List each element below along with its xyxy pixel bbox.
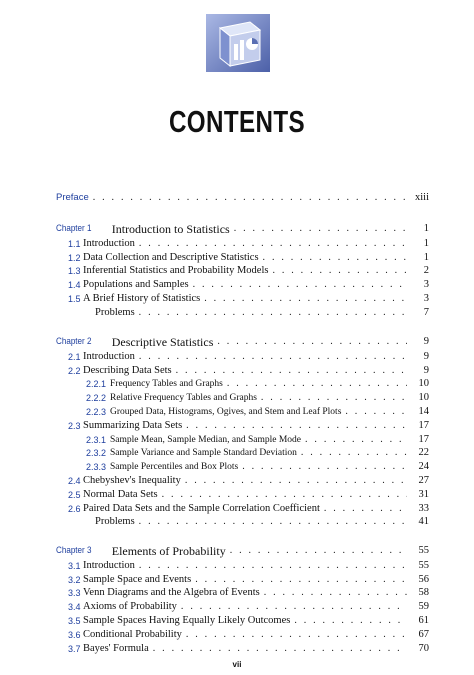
page-number-ref: 10 bbox=[418, 378, 429, 390]
toc-section-entry[interactable] bbox=[68, 349, 429, 363]
problems-title: Problems bbox=[95, 306, 135, 318]
page-number-ref: 41 bbox=[418, 516, 429, 528]
section-title: Axioms of Probability bbox=[83, 601, 177, 613]
toc-subsection-entry[interactable] bbox=[86, 376, 429, 390]
chapter-label: Chapter 3 bbox=[56, 545, 92, 556]
toc-subsection-entry[interactable] bbox=[86, 432, 429, 446]
toc-section-entry[interactable] bbox=[68, 641, 429, 655]
section-number: 1.3 bbox=[68, 266, 81, 277]
section-title: Inferential Statistics and Probability Models bbox=[83, 265, 269, 277]
dot-leader bbox=[301, 447, 407, 459]
page-number-ref: 3 bbox=[423, 279, 429, 291]
dot-leader bbox=[176, 365, 407, 377]
section-title: Populations and Samples bbox=[83, 279, 189, 291]
entry-lead bbox=[68, 489, 158, 501]
toc-subsection-entry[interactable] bbox=[86, 445, 429, 459]
section-number: 2.3.3 bbox=[86, 462, 107, 473]
toc-section-entry[interactable] bbox=[68, 473, 429, 487]
entry-lead bbox=[68, 587, 260, 599]
dot-leader bbox=[139, 351, 407, 363]
toc-chapter-heading[interactable] bbox=[56, 543, 429, 557]
page-number-ref: 59 bbox=[418, 601, 429, 613]
chapter-label: Chapter 1 bbox=[56, 223, 92, 234]
entry-lead bbox=[68, 279, 189, 291]
section-number: 2.2.2 bbox=[86, 393, 107, 404]
entry-lead bbox=[68, 365, 172, 377]
dot-leader bbox=[234, 223, 407, 235]
entry-lead bbox=[86, 447, 297, 459]
section-number: 3.1 bbox=[68, 560, 81, 571]
entry-lead bbox=[68, 475, 181, 487]
entry-lead bbox=[86, 392, 257, 404]
dot-leader bbox=[139, 238, 407, 250]
toc-section-entry[interactable] bbox=[68, 236, 429, 250]
dot-leader bbox=[227, 378, 407, 390]
section-title: Paired Data Sets and the Sample Correlation Coefficient bbox=[83, 502, 320, 514]
entry-lead bbox=[56, 336, 213, 348]
page-number-ref: 55 bbox=[418, 545, 429, 556]
page-number-ref: 55 bbox=[418, 559, 429, 571]
section-number: 2.3 bbox=[68, 420, 81, 431]
entry-lead bbox=[68, 351, 135, 363]
page-number-ref: 9 bbox=[423, 350, 429, 362]
page-number-ref: xiii bbox=[414, 192, 429, 203]
preface-label: Preface bbox=[56, 192, 89, 203]
toc-subsection-entry[interactable] bbox=[86, 390, 429, 404]
dot-leader bbox=[195, 574, 407, 586]
entry-lead bbox=[68, 307, 135, 319]
dot-leader bbox=[263, 252, 407, 264]
entry-lead bbox=[68, 516, 135, 528]
section-title: Summarizing Data Sets bbox=[83, 419, 183, 431]
dot-leader bbox=[186, 629, 407, 641]
section-number: 2.3.2 bbox=[86, 448, 107, 459]
entry-lead bbox=[68, 560, 135, 572]
page-number-ref: 3 bbox=[423, 293, 429, 304]
page-number-ref: 24 bbox=[418, 461, 429, 473]
dot-leader bbox=[264, 587, 407, 599]
section-number: 2.2.3 bbox=[86, 407, 107, 417]
toc-section-entry[interactable] bbox=[68, 363, 429, 377]
section-title: A Brief History of Statistics bbox=[83, 293, 201, 304]
section-number: 3.4 bbox=[68, 602, 81, 613]
toc-section-entry[interactable] bbox=[68, 501, 429, 515]
page-number-ref: 2 bbox=[423, 265, 429, 277]
section-title: Sample Space and Events bbox=[83, 573, 192, 585]
page-number: vii bbox=[232, 660, 242, 669]
entry-lead bbox=[68, 420, 182, 432]
dot-leader bbox=[186, 420, 407, 432]
section-title: Introduction bbox=[83, 559, 135, 571]
toc-section-entry[interactable] bbox=[68, 599, 429, 613]
subsection-title: Grouped Data, Histograms, Ogives, and Stem and Leaf Plots bbox=[110, 407, 342, 417]
entry-lead bbox=[86, 461, 238, 473]
page-number-ref: 1 bbox=[423, 237, 429, 249]
dot-leader bbox=[153, 643, 407, 655]
toc-section-entry[interactable] bbox=[68, 558, 429, 572]
entry-lead bbox=[68, 503, 320, 515]
page-number-ref: 22 bbox=[418, 447, 429, 459]
toc-section-entry[interactable] bbox=[68, 263, 429, 277]
page-number-ref: 10 bbox=[418, 392, 429, 404]
section-number: 2.2.1 bbox=[86, 379, 107, 390]
subsection-title: Sample Mean, Sample Median, and Sample Mode bbox=[110, 434, 302, 445]
page-number-ref: 61 bbox=[418, 615, 429, 626]
toc-chapter-heading[interactable] bbox=[56, 221, 429, 235]
subsection-title: Frequency Tables and Graphs bbox=[110, 379, 223, 390]
toc-section-entry[interactable] bbox=[68, 514, 429, 528]
entry-lead bbox=[68, 643, 149, 655]
entry-lead bbox=[68, 265, 268, 277]
page-number-ref: 33 bbox=[418, 502, 429, 514]
section-number: 2.5 bbox=[68, 489, 81, 500]
entry-lead bbox=[68, 293, 200, 305]
entry-lead bbox=[86, 406, 341, 418]
section-number: 1.1 bbox=[68, 238, 81, 249]
entry-lead bbox=[56, 192, 89, 204]
section-title: Normal Data Sets bbox=[83, 488, 158, 500]
page-number-ref: 31 bbox=[418, 488, 429, 500]
entry-lead bbox=[68, 252, 259, 264]
page-number-ref: 7 bbox=[423, 306, 429, 318]
section-number: 3.5 bbox=[68, 616, 81, 626]
section-number: 1.2 bbox=[68, 252, 81, 263]
dot-leader bbox=[162, 489, 407, 501]
section-title: Bayes' Formula bbox=[83, 642, 149, 654]
section-title: Data Collection and Descriptive Statistics bbox=[83, 251, 259, 263]
toc-section-entry[interactable] bbox=[68, 585, 429, 599]
section-number: 3.6 bbox=[68, 629, 81, 640]
toc-subsection-entry[interactable] bbox=[86, 404, 429, 418]
section-title: Chebyshev's Inequality bbox=[83, 475, 181, 486]
section-number: 2.2 bbox=[68, 365, 81, 376]
page-title: CONTENTS bbox=[168, 104, 306, 139]
page-number-ref: 14 bbox=[418, 406, 429, 417]
toc-section-entry[interactable] bbox=[68, 627, 429, 641]
dot-leader bbox=[139, 516, 407, 528]
chapter-title: Descriptive Statistics bbox=[111, 335, 214, 349]
entry-lead bbox=[68, 574, 191, 586]
entry-lead bbox=[56, 223, 230, 235]
dot-leader bbox=[204, 293, 407, 305]
page-number-ref: 27 bbox=[418, 475, 429, 486]
dot-leader bbox=[294, 615, 407, 627]
page-number-ref: 67 bbox=[418, 628, 429, 640]
toc-section-entry[interactable] bbox=[68, 277, 429, 291]
section-title: Describing Data Sets bbox=[83, 364, 172, 376]
toc-section-entry[interactable] bbox=[68, 418, 429, 432]
section-number: 2.3.1 bbox=[86, 434, 107, 445]
toc-subsection-entry[interactable] bbox=[86, 459, 429, 473]
chapter-label: Chapter 2 bbox=[56, 336, 92, 347]
section-number: 3.7 bbox=[68, 643, 81, 654]
section-title: Sample Spaces Having Equally Likely Outcomes bbox=[83, 615, 291, 626]
page-number-ref: 9 bbox=[423, 336, 429, 347]
dot-leader bbox=[93, 192, 407, 204]
dot-leader bbox=[139, 560, 407, 572]
page-number-ref: 56 bbox=[418, 573, 429, 585]
section-title: Introduction bbox=[83, 350, 135, 362]
section-number: 3.2 bbox=[68, 574, 81, 585]
dot-leader bbox=[139, 307, 407, 319]
section-title: Conditional Probability bbox=[83, 628, 182, 640]
page-number-ref: 1 bbox=[423, 223, 429, 234]
toc-section-entry[interactable] bbox=[68, 305, 429, 319]
dot-leader bbox=[230, 545, 407, 557]
dot-leader bbox=[185, 475, 407, 487]
toc-section-entry[interactable] bbox=[68, 572, 429, 586]
entry-lead bbox=[86, 434, 301, 446]
subsection-title: Sample Percentiles and Box Plots bbox=[110, 462, 239, 473]
section-title: Introduction bbox=[83, 237, 135, 249]
page-number-ref: 1 bbox=[423, 251, 429, 263]
dot-leader bbox=[305, 434, 407, 446]
dot-leader bbox=[261, 392, 407, 404]
subsection-title: Relative Frequency Tables and Graphs bbox=[110, 393, 257, 404]
toc-section-entry[interactable] bbox=[68, 291, 429, 305]
dot-leader bbox=[193, 279, 407, 291]
subsection-title: Sample Variance and Sample Standard Deviation bbox=[110, 448, 297, 459]
section-number: 1.5 bbox=[68, 294, 81, 304]
chapter-title: Elements of Probability bbox=[111, 544, 226, 558]
entry-lead bbox=[68, 615, 290, 627]
section-number: 3.3 bbox=[68, 588, 81, 599]
entry-lead bbox=[86, 378, 223, 390]
toc-chapter-heading[interactable] bbox=[56, 334, 429, 348]
section-title: Venn Diagrams and the Algebra of Events bbox=[83, 587, 260, 599]
section-number: 1.4 bbox=[68, 280, 81, 291]
problems-title: Problems bbox=[95, 516, 135, 528]
page-number-ref: 58 bbox=[418, 587, 429, 599]
toc-section-entry[interactable] bbox=[68, 250, 429, 264]
page-number-ref: 70 bbox=[418, 642, 429, 654]
section-number: 2.4 bbox=[68, 476, 81, 486]
page-number-ref: 17 bbox=[418, 419, 429, 431]
section-number: 2.1 bbox=[68, 351, 81, 362]
entry-lead bbox=[68, 238, 135, 250]
entry-lead bbox=[68, 601, 177, 613]
dot-leader bbox=[272, 265, 407, 277]
toc-section-entry[interactable] bbox=[68, 613, 429, 627]
entry-lead bbox=[56, 545, 226, 557]
toc-entry-preface[interactable] bbox=[56, 190, 429, 204]
page-number-ref: 9 bbox=[423, 364, 429, 376]
dot-leader bbox=[181, 601, 407, 613]
dot-leader bbox=[345, 406, 407, 418]
chapter-title: Introduction to Statistics bbox=[111, 222, 230, 236]
section-number: 2.6 bbox=[68, 503, 81, 514]
page-number-ref: 17 bbox=[418, 433, 429, 445]
dot-leader bbox=[324, 503, 407, 515]
dot-leader bbox=[217, 336, 407, 348]
toc-section-entry[interactable] bbox=[68, 487, 429, 501]
dot-leader bbox=[242, 461, 407, 473]
entry-lead bbox=[68, 629, 182, 641]
